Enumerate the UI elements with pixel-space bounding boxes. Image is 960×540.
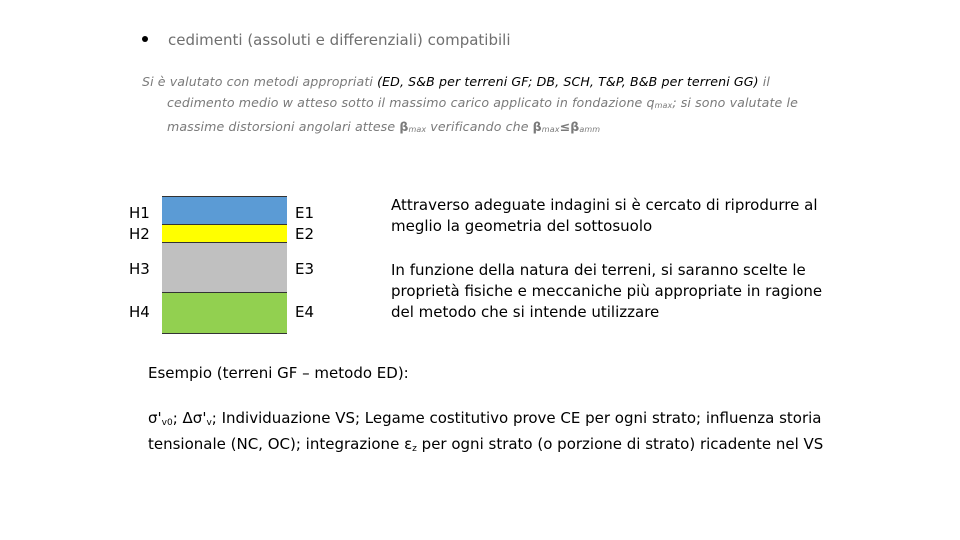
para-line3-text: massime distorsioni angolari attese <box>167 119 400 134</box>
beta-symbol-3: β <box>570 119 580 134</box>
label-h4: H4 <box>129 303 150 321</box>
layer-4-green <box>162 292 287 334</box>
label-h2: H2 <box>129 225 150 243</box>
label-e2: E2 <box>295 225 315 243</box>
example-title: Esempio (terreni GF – metodo ED): <box>148 364 409 382</box>
label-h3: H3 <box>129 260 150 278</box>
epsilon-symbol: ε <box>404 435 413 453</box>
v0-subscript: v0 <box>161 418 173 428</box>
layer-2-yellow <box>162 224 287 243</box>
label-e1: E1 <box>295 204 315 222</box>
para-part1: Si è valutato con metodi appropriati <box>142 74 378 89</box>
bullet-text: cedimenti (assoluti e differenziali) compatibili <box>168 31 511 49</box>
z-subscript: z <box>412 444 417 454</box>
properties-text: In funzione della natura dei terreni, si saranno scelte le proprietà fisiche e meccaniche più appropriate in ragione del metodo che si intende utilizzare <box>391 261 823 321</box>
beta-symbol: β <box>399 119 409 134</box>
para-verify: verificando che <box>426 119 533 134</box>
label-e4: E4 <box>295 303 315 321</box>
example-body-part1: ; Individuazione VS; Legame costitutivo prove CE per ogni strato; influenza storia tensionale (NC, OC); integrazione <box>148 409 822 453</box>
leq-symbol: ≤ <box>559 119 571 134</box>
example-body: $\sigma'_{v0}$; $\Delta\sigma'_v$; Individuazione VS; Legame costitutivo prove CE per ogni strato; influenza storia tensionale (NC, OC); integrazione $\varepsilon_z$ per ogni strato (o porzione di strato) ricadente nel VS <box>148 409 824 454</box>
geometry-text: Attraverso adeguate indagini si è cercato di riprodurre al meglio la geometria del sottosuolo <box>391 196 818 235</box>
v-subscript: v <box>206 418 212 428</box>
para-line2 <box>142 92 832 116</box>
bullet-point <box>142 36 148 42</box>
example-body-part2: per ogni strato (o porzione di strato) ricadente nel VS <box>416 435 824 453</box>
para-methods: (ED, S&B per terreni GF; DB, SCH, T&P, B&B per terreni GG) <box>377 74 759 89</box>
layer-3-grey <box>162 242 287 293</box>
beta-symbol-2: β <box>532 119 542 134</box>
beta-amm-subscript: amm <box>579 125 601 134</box>
label-h1: H1 <box>129 204 150 222</box>
para-part2: il <box>758 74 770 89</box>
beta-max-subscript: max <box>408 125 427 134</box>
beta-max-subscript-2: max <box>541 125 560 134</box>
sigma-symbol: σ <box>148 409 158 427</box>
para-line2-end: ; si sono valutate le <box>672 95 798 110</box>
qmax-subscript: max <box>654 101 673 110</box>
label-e3: E3 <box>295 260 315 278</box>
delta-sigma-symbol: Δσ <box>182 409 203 427</box>
para-line3 <box>142 116 832 140</box>
layer-1-blue <box>162 196 287 225</box>
method-paragraph <box>142 71 832 140</box>
para-line2-text: cedimento medio w atteso sotto il massimo carico applicato in fondazione q <box>167 95 655 110</box>
